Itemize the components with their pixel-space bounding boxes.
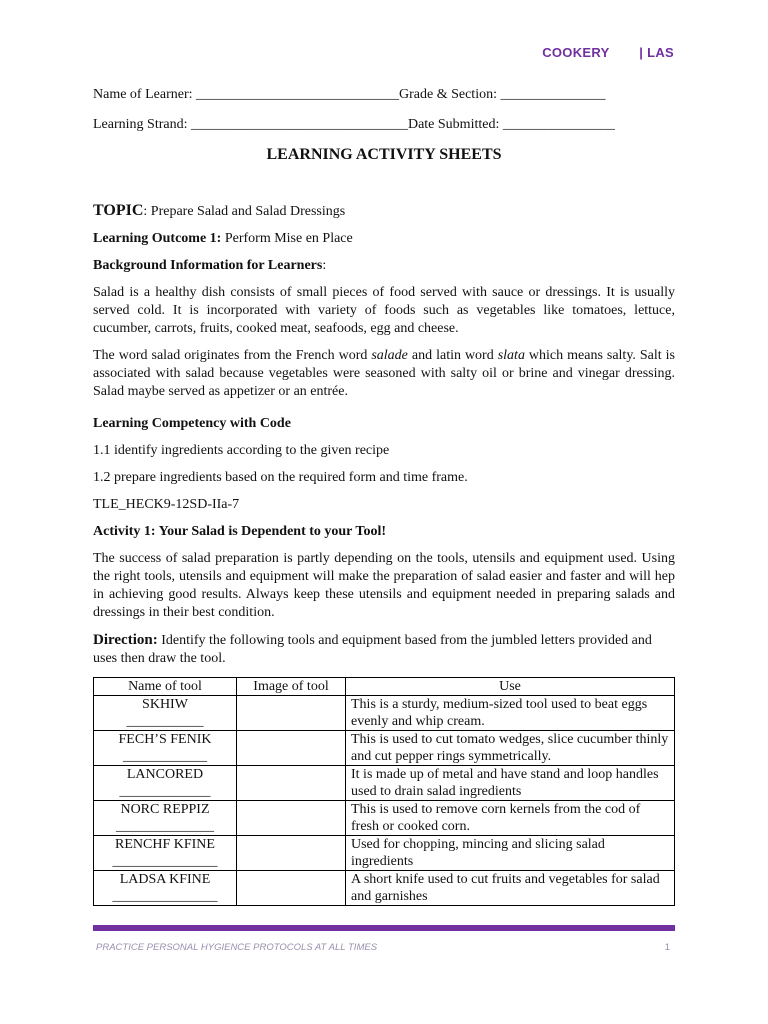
tool-image-cell[interactable] [237, 731, 346, 766]
tool-use-cell: It is made up of metal and have stand and loop handles used to drain salad ingredients [346, 766, 675, 801]
tool-name: LADSA KFINE [119, 872, 211, 887]
learner-name-line[interactable]: Name of Learner: _____________________________Grade & Section: _______________ [93, 87, 606, 102]
activity-heading [93, 523, 675, 541]
para2-part-c: which means salty. Salt is associated with salad because vegetables were seasoned with salty oil or brine and vinegar dressing. Salad maybe served as appetizer or an entrée. [93, 348, 675, 399]
learner-fields [93, 86, 675, 134]
tool-image-cell[interactable] [237, 836, 346, 871]
tool-image-cell[interactable] [237, 871, 346, 906]
table-row [94, 871, 675, 906]
page-title: LEARNING ACTIVITY SHEETS [266, 146, 502, 163]
competency-item-1: 1.1 identify ingredients according to the given recipe [93, 443, 390, 458]
learning-outcome [93, 230, 675, 248]
answer-blank[interactable]: ______________ [116, 819, 214, 834]
tool-name: NORC REPPIZ [120, 802, 210, 817]
tool-name-cell[interactable] [94, 836, 237, 871]
para2-part-a: The word salad originates from the French word [93, 348, 372, 363]
tools-table [93, 677, 675, 906]
header-doc: | LAS [639, 45, 674, 60]
col-header-name: Name of tool [94, 678, 237, 696]
table-row [94, 696, 675, 731]
page-number: 1 [664, 942, 670, 953]
table-row [94, 731, 675, 766]
tool-name-cell[interactable] [94, 731, 237, 766]
footer-divider [93, 925, 675, 931]
para2-slata: slata [497, 348, 525, 363]
tool-name-cell[interactable] [94, 766, 237, 801]
header-subject: COOKERY [542, 45, 610, 60]
tool-image-cell[interactable] [237, 696, 346, 731]
direction-label: Direction: [93, 632, 158, 648]
tool-image-cell[interactable] [237, 766, 346, 801]
page-footer [96, 942, 670, 953]
activity-text: The success of salad preparation is partly depending on the tools, utensils and equipment used. Using the right tools, utensils and equipment will make the preparation of salad easier and faster and will hep in achieving good results. Always keep these utensils and equipment needed in preparing salads and dressings in their best condition. [93, 551, 675, 620]
tool-name-cell[interactable] [94, 696, 237, 731]
background-colon: : [322, 258, 327, 273]
tool-name-cell[interactable] [94, 801, 237, 836]
paragraph-1: Salad is a healthy dish consists of small pieces of food served with sauce or dressings. It is usually served cold. It is incorporated with variety of foods such as vegetables like tomatoes, lettuce, cucumber, carrots, fruits, cooked meat, seafoods, egg and cheese. [93, 285, 675, 336]
table-row [94, 801, 675, 836]
activity-heading-text: Activity 1: Your Salad is Dependent to your Tool! [93, 524, 386, 539]
paragraph-2 [93, 347, 675, 401]
outcome-label: Learning Outcome 1: [93, 231, 222, 246]
learning-strand-line[interactable]: Learning Strand: _______________________________Date Submitted: ________________ [93, 117, 615, 132]
tool-use-cell: This is used to cut tomato wedges, slice cucumber thinly and cut pepper rings symmetrically. [346, 731, 675, 766]
table-row [94, 766, 675, 801]
tool-image-cell[interactable] [237, 801, 346, 836]
direction-line [93, 631, 675, 668]
table-row [94, 836, 675, 871]
topic-label: TOPIC [93, 202, 144, 219]
table-header-row [94, 678, 675, 696]
answer-blank[interactable]: ____________ [123, 749, 207, 764]
competency-heading [93, 415, 675, 433]
competency-code: TLE_HECK9-12SD-IIa-7 [93, 497, 240, 512]
tool-name: LANCORED [126, 767, 204, 782]
tool-use-cell: This is a sturdy, medium-sized tool used to beat eggs evenly and whip cream. [346, 696, 675, 731]
tool-name-cell[interactable] [94, 871, 237, 906]
tool-name: SKHIW [142, 697, 188, 712]
col-header-use: Use [346, 678, 675, 696]
outcome-text: Perform Mise en Place [221, 231, 353, 246]
tool-name: FECH’S FENIK [118, 732, 212, 747]
direction-text: Identify the following tools and equipment based from the jumbled letters provided and uses then draw the tool. [93, 633, 652, 666]
competency-item-2: 1.2 prepare ingredients based on the required form and time frame. [93, 470, 468, 485]
answer-blank[interactable]: _______________ [112, 854, 218, 869]
document-body [93, 86, 675, 906]
background-label: Background Information for Learners [93, 258, 323, 273]
tool-use-cell: Used for chopping, mincing and slicing salad ingredients [346, 836, 675, 871]
col-header-image: Image of tool [237, 678, 346, 696]
page-header [542, 45, 674, 60]
para2-salade: salade [371, 348, 408, 363]
competency-heading-text: Learning Competency with Code [93, 416, 291, 431]
background-heading [93, 257, 675, 275]
answer-blank[interactable]: _____________ [119, 784, 211, 799]
answer-blank[interactable]: _______________ [112, 889, 218, 904]
tool-use-cell: A short knife used to cut fruits and vegetables for salad and garnishes [346, 871, 675, 906]
topic-line [93, 202, 675, 221]
footer-text: PRACTICE PERSONAL HYGIENCE PROTOCOLS AT ALL TIMES [96, 942, 378, 953]
tool-name: RENCHF KFINE [115, 837, 215, 852]
para2-part-b: and latin word [407, 348, 498, 363]
tool-use-cell: This is used to remove corn kernels from the cod of fresh or cooked corn. [346, 801, 675, 836]
topic-text: : Prepare Salad and Salad Dressings [143, 204, 346, 219]
answer-blank[interactable]: ___________ [126, 714, 204, 729]
